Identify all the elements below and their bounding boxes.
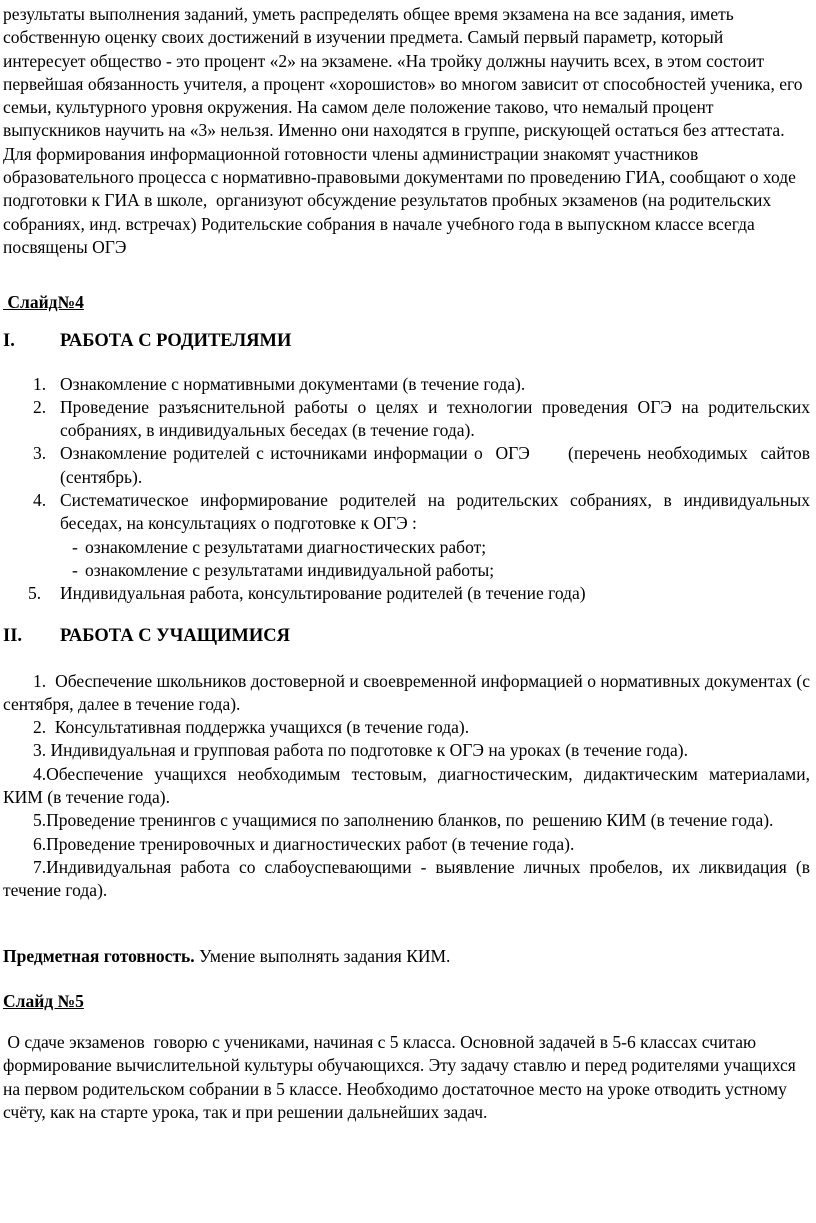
students-list-paragraph: 4.Обеспечение учащихся необходимым тестовым, диагностическим, дидактическим материалами, КИМ (в течение года). <box>3 763 810 808</box>
list-item-number: 3. <box>33 443 47 464</box>
students-list-paragraph: 1. Обеспечение школьников достоверной и своевременной информацией о нормативных документах (с сентября, далее в течение года). <box>3 670 810 714</box>
students-work-list <box>3 670 810 903</box>
list-item-text: Проведение разъяснительной работы о целях и технологии проведения ОГЭ на родительских собраниях, в индивидуальных беседах (в течение года). <box>60 396 810 441</box>
subject-readiness-text: Умение выполнять задания КИМ. <box>194 945 451 966</box>
paragraph-exams-grade5: О сдаче экзаменов говорю с учениками, начиная с 5 класса. Основной задачей в 5-6 классах считаю формирование вычислительной культуры обучающихся. Эту задачу ставлю и перед родителями учащихся на первом родительском собрании в 5 классе. Необходимо достаточное место на уроке отводить устному счёту, как на старте урока, так и при решении дальнейших задач. <box>3 1032 796 1122</box>
subject-readiness-label: Предметная готовность. <box>3 945 195 966</box>
paragraph-information-readiness: Для формирования информационной готовности члены администрации знакомят участников образовательного процесса с нормативно-правовыми документами по проведению ГИА, сообщают о ходе подготовки к ГИА в школе, организуют обсуждение результатов пробных экзаменов (на родительских собраниях, инд. встречах) Родительские собрания в начале учебного года в выпускном классе всегда посвящены ОГЭ <box>3 143 796 257</box>
section2-numeral: II. <box>3 625 23 646</box>
list-subitem-text: ознакомление с результатами диагностических работ; <box>85 536 487 557</box>
list-item <box>33 442 810 489</box>
list-item-text: Индивидуальная работа, консультирование родителей (в течение года) <box>60 583 586 604</box>
students-list-paragraph: 6.Проведение тренировочных и диагностических работ (в течение года). <box>33 833 575 854</box>
students-list-paragraph: 7.Индивидуальная работа со слабоуспевающими - выявление личных пробелов, их ликвидация (в течение года). <box>3 856 810 901</box>
list-item-text: Ознакомление родителей с источниками информации о ОГЭ (перечень необходимых сайтов (сентябрь). <box>60 443 810 487</box>
list-item <box>33 489 810 536</box>
list-subitem <box>72 559 810 582</box>
students-list-paragraph: 2. Консультативная поддержка учащихся (в течение года). <box>33 717 470 738</box>
students-list-paragraph: 5.Проведение тренингов с учащимися по заполнению бланков, по решению КИМ (в течение года). <box>33 810 774 831</box>
slide4-heading <box>3 291 810 314</box>
section1-numeral: I. <box>3 330 15 351</box>
slide4-label: Слайд№4 <box>3 292 84 313</box>
list-item-number: 4. <box>33 490 47 511</box>
dash-mark: - <box>72 536 78 557</box>
slide5-heading <box>3 990 810 1013</box>
list-subitem-text: ознакомление с результатами индивидуальной работы; <box>85 559 495 580</box>
list-item-number: 2. <box>33 396 47 417</box>
parents-work-list <box>28 373 810 606</box>
section1-title: РАБОТА С РОДИТЕЛЯМИ <box>60 330 292 351</box>
section1-heading <box>3 329 810 353</box>
list-item-text: Систематическое информирование родителей на родительских собраниях, в индивидуальных беседах, на консультациях о подготовке к ОГЭ : <box>60 490 810 534</box>
section2-title: РАБОТА С УЧАЩИМИСЯ <box>60 625 290 646</box>
slide5-label: Слайд №5 <box>3 990 84 1011</box>
subject-readiness-line <box>3 945 810 968</box>
list-item <box>33 396 810 443</box>
paragraph-exam-results: результаты выполнения заданий, уметь распределять общее время экзамена на все задания, иметь собственную оценку своих достижений в изучении предмета. Самый первый параметр, который интересует общество - это процент «2» на экзамене. «На тройку должны научить всех, в этом состоит первейшая обязанность учителя, а процент «хорошистов» во многом зависит от способностей ученика, его семьи, культурного уровня окружения. На самом деле положение таково, что немалый процент выпускников научить на «3» нельзя. Именно они находятся в группе, рискующей остаться без аттестата. <box>3 4 803 141</box>
students-list-paragraph: 3. Индивидуальная и групповая работа по подготовке к ОГЭ на уроках (в течение года). <box>33 740 688 761</box>
list-item <box>33 373 810 396</box>
list-item <box>28 582 810 605</box>
list-item-text: Ознакомление с нормативными документами (в течение года). <box>60 373 526 394</box>
list-item-number: 5. <box>28 583 42 604</box>
list-item-number: 1. <box>33 373 47 394</box>
dash-mark: - <box>72 559 78 580</box>
section2-heading <box>3 624 810 648</box>
list-subitem <box>72 536 810 559</box>
